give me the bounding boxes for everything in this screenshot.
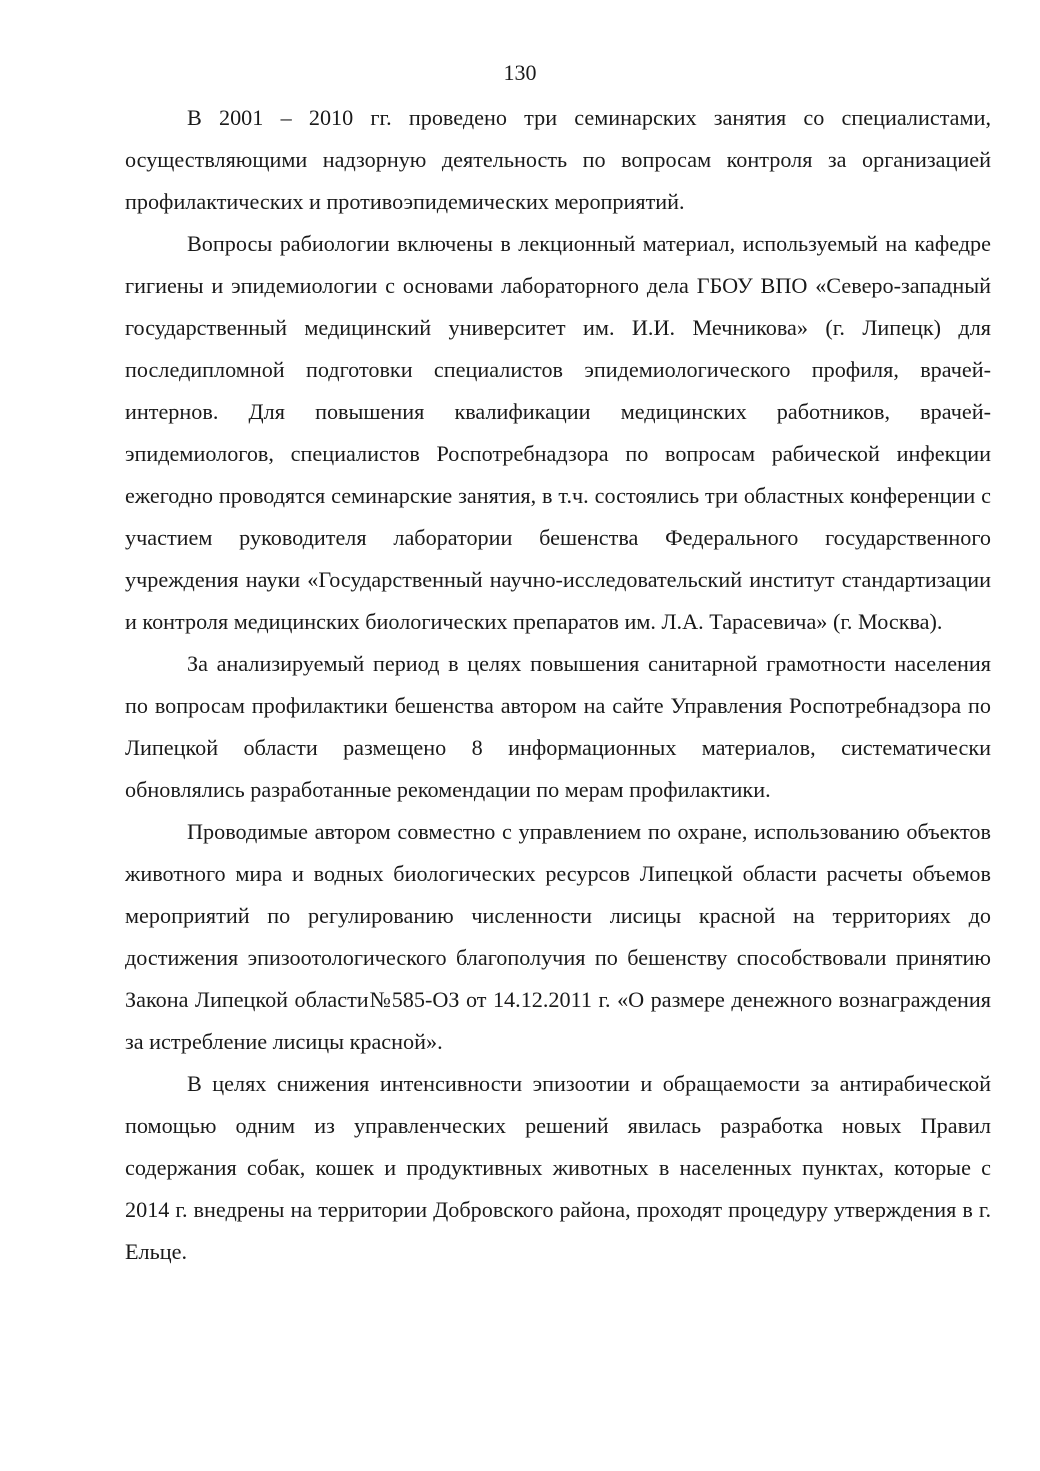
- page-number: 130: [503, 60, 537, 85]
- paragraph: За анализируемый период в целях повышения санитарной грамотности населения по вопросам профилактики бешенства автором на сайте Управления Роспотребнадзора по Липецкой области размещено 8 информационных материалов, систематически обновлялись разработанные рекомендации по мерам профилактики.: [125, 651, 991, 802]
- paragraph: В 2001 – 2010 гг. проведено три семинарских занятия со специалистами, осуществляющими надзорную деятельность по вопросам контроля за организацией профилактических и противоэпидемических мероприятий.: [125, 105, 991, 214]
- paragraph: В целях снижения интенсивности эпизоотии и обращаемости за антирабической помощью одним из управленческих решений явилась разработка новых Правил содержания собак, кошек и продуктивных животных в населенных пунктах, которые с 2014 г. внедрены на территории Добровского района, проходят процедуру утверждения в г. Ельце.: [125, 1071, 991, 1264]
- paragraph: Вопросы рабиологии включены в лекционный материал, используемый на кафедре гигиены и эпидемиологии с основами лабораторного дела ГБОУ ВПО «Северо-западный государственный медицинский университет им. И.И. Мечникова» (г. Липецк) для последипломной подготовки специалистов эпидемиологического профиля, врачей-интернов. Для повышения квалификации медицинских работников, врачей-эпидемиологов, специалистов Роспотребнадзора по вопросам рабической инфекции ежегодно проводятся семинарские занятия, в т.ч. состоялись три областных конференции с участием руководителя лаборатории бешенства Федерального государственного учреждения науки «Государственный научно-исследовательский институт стандартизации и контроля медицинских биологических препаратов им. Л.А. Тарасевича» (г. Москва).: [125, 231, 991, 634]
- paragraph: Проводимые автором совместно с управлением по охране, использованию объектов животного мира и водных биологических ресурсов Липецкой области расчеты объемов мероприятий по регулированию численности лисицы красной на территориях до достижения эпизоотологического благополучия по бешенству способствовали принятию Закона Липецкой области№585-ОЗ от 14.12.2011 г. «О размере денежного вознаграждения за истребление лисицы красной».: [125, 819, 991, 1054]
- body-text: [125, 97, 991, 1273]
